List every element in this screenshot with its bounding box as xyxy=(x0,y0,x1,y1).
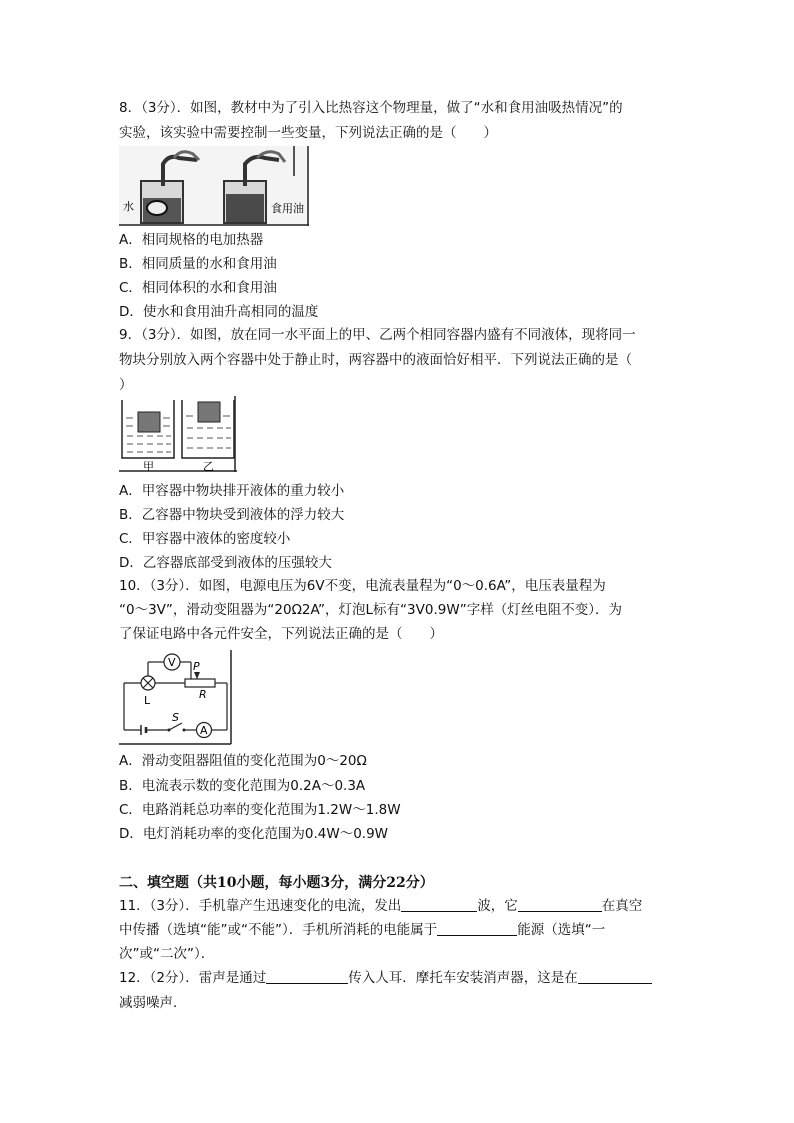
q9-option-d: D．乙容器底部受到液体的压强较大 xyxy=(119,555,332,571)
q8-figure-label-oil: 食用油 xyxy=(271,202,304,215)
q8-figure-label-water: 水 xyxy=(123,200,134,213)
q10-stem-line2: “0～3V”，滑动变阻器为“20Ω2A”，灯泡L标有“3V0.9W”字样（灯丝电阻不变）．为 xyxy=(119,602,622,618)
q12-line1 xyxy=(119,969,652,987)
q8-option-b: B．相同质量的水和食用油 xyxy=(119,256,277,272)
q10-ammeter-label: A xyxy=(200,724,208,737)
q8-option-d: D．使水和食用油升高相同的温度 xyxy=(119,304,319,320)
q10-figure-circuit xyxy=(119,650,233,746)
q11-text-part1: 11．（3分）．手机靠产生迅速变化的电流，发出 xyxy=(119,898,402,914)
q9-figure-label-jia: 甲 xyxy=(143,460,154,473)
q12-line2: 减弱噪声． xyxy=(119,995,187,1011)
q12-blank-1[interactable] xyxy=(266,969,348,984)
q11-blank-1[interactable] xyxy=(401,897,477,912)
q10-rheostat-label: R xyxy=(199,688,207,701)
q11-blank-3[interactable] xyxy=(437,921,517,936)
q10-voltmeter-label: V xyxy=(168,656,176,669)
q8-stem-line1: 8．（3分）．如图，教材中为了引入比热容这个物理量，做了“水和食用油吸热情况”的 xyxy=(119,100,623,116)
q10-switch-label: S xyxy=(172,711,179,724)
q11-line2 xyxy=(119,921,605,939)
section-fill-in-title: 二、填空题（共10小题，每小题3分，满分22分） xyxy=(119,875,434,891)
q9-stem-line1: 9．（3分）．如图，放在同一水平面上的甲、乙两个相同容器内盛有不同液体，现将同一 xyxy=(119,327,636,343)
q12-text-part2: 传入人耳．摩托车安装消声器，这是在 xyxy=(348,970,578,986)
q9-stem-line3: ） xyxy=(119,377,133,393)
q9-figure-containers xyxy=(119,396,237,474)
q9-option-b: B．乙容器中物块受到液体的浮力较大 xyxy=(119,507,345,523)
q8-stem-line2: 实验，该实验中需要控制一些变量，下列说法正确的是（ ） xyxy=(119,125,497,141)
q10-option-d: D．电灯消耗功率的变化范围为0.4W～0.9W xyxy=(119,826,389,842)
q9-option-a: A．甲容器中物块排开液体的重力较小 xyxy=(119,483,345,499)
q11-text-part5: 能源（选填“一 xyxy=(517,922,606,938)
q10-lamp-label: L xyxy=(144,694,151,707)
q9-stem-line2: 物块分别放入两个容器中处于静止时，两容器中的液面恰好相平．下列说法正确的是（ xyxy=(119,352,632,368)
q10-option-c: C．电路消耗总功率的变化范围为1.2W～1.8W xyxy=(119,802,401,818)
q12-text-part1: 12．（2分）．雷声是通过 xyxy=(119,970,267,986)
q10-stem-line3: 了保证电路中各元件安全，下列说法正确的是（ ） xyxy=(119,626,443,642)
q10-option-b: B．电流表示数的变化范围为0.2A～0.3A xyxy=(119,778,366,794)
q11-line1 xyxy=(119,897,642,915)
q10-option-a: A．滑动变阻器阻值的变化范围为0～20Ω xyxy=(119,753,367,769)
q10-slider-label: P xyxy=(193,660,200,673)
q11-text-part2: 波，它 xyxy=(477,898,518,914)
q11-text-part4: 中传播（选填“能”或“不能”）．手机所消耗的电能属于 xyxy=(119,922,438,938)
q11-line3: 次”或“二次”）． xyxy=(119,946,215,962)
q8-option-a: A．相同规格的电加热器 xyxy=(119,232,264,248)
q10-stem-line1: 10．（3分）．如图，电源电压为6V不变，电流表量程为“0～0.6A”，电压表量程为 xyxy=(119,578,606,594)
q11-blank-2[interactable] xyxy=(518,897,602,912)
q11-text-part3: 在真空 xyxy=(601,898,643,914)
q12-blank-2[interactable] xyxy=(578,969,652,984)
q9-option-c: C．甲容器中液体的密度较小 xyxy=(119,531,291,547)
q8-option-c: C．相同体积的水和食用油 xyxy=(119,280,277,296)
q9-figure-label-yi: 乙 xyxy=(203,460,214,473)
q8-figure-beakers xyxy=(119,146,309,226)
